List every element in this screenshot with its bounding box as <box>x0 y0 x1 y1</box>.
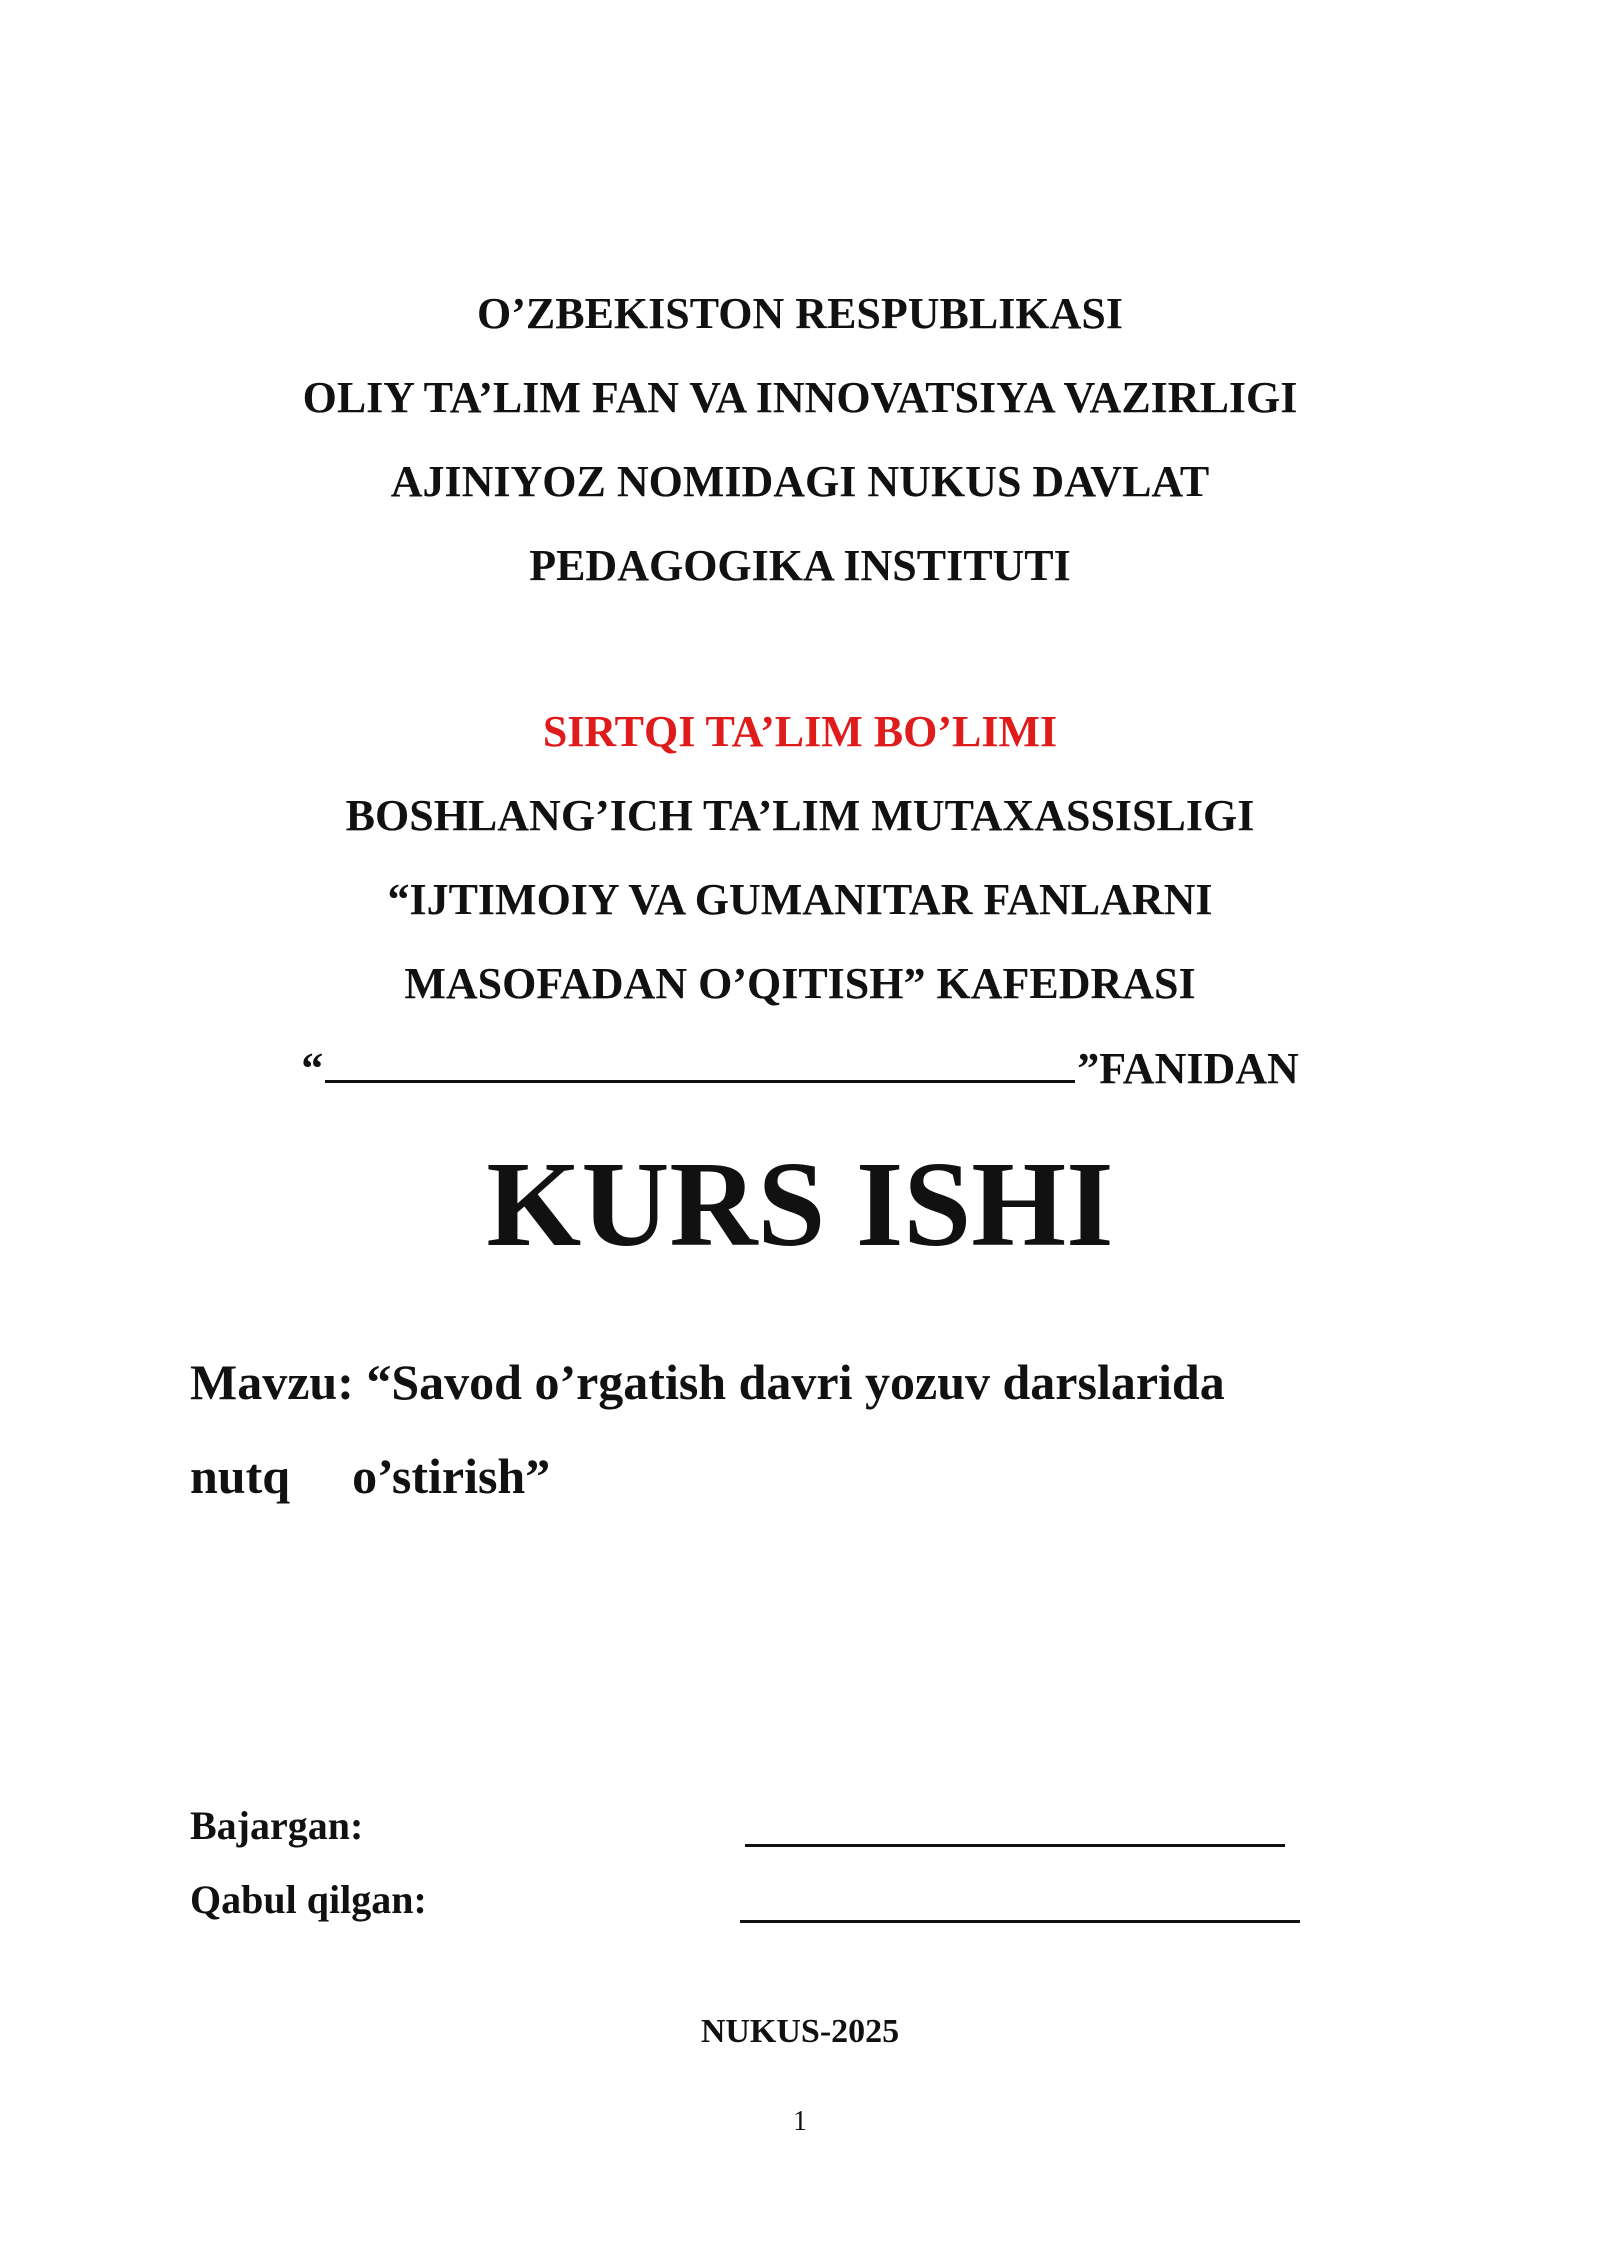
subject-open-quote: “ <box>301 1044 324 1093</box>
done-by-label: Bajargan: <box>190 1803 364 1848</box>
topic-line-2 <box>190 1446 550 1506</box>
document-title: KURS ISHI <box>486 1137 1114 1272</box>
chair-heading-line-2: MASOFADAN O’QITISH” KAFEDRASI <box>404 959 1196 1008</box>
accepted-by-signature-line <box>740 1920 1300 1923</box>
city-year: NUKUS-2025 <box>700 2013 900 2050</box>
chair-heading-line-1: “IJTIMOIY VA GUMANITAR FANLARNI <box>387 875 1213 924</box>
topic-line-1: Mavzu: “Savod o’rgatish davri yozuv darslarida <box>190 1354 1225 1410</box>
topic-word-2: o’stirish” <box>352 1448 551 1504</box>
institute-heading-line-2: PEDAGOGIKA INSTITUTI <box>529 541 1071 590</box>
subject-blank-line <box>325 1042 1075 1083</box>
subject-line <box>0 1042 1600 1095</box>
page-number: 1 <box>793 2106 807 2137</box>
done-by-signature-line <box>745 1844 1285 1847</box>
subject-suffix: ”FANIDAN <box>1077 1044 1299 1093</box>
ministry-heading: OLIY TA’LIM FAN VA INNOVATSIYA VAZIRLIGI <box>302 373 1298 422</box>
specialty-heading: BOSHLANG’ICH TA’LIM MUTAXASSISLIGI <box>345 791 1255 840</box>
section-heading: SIRTQI TA’LIM BO’LIMI <box>542 707 1058 756</box>
topic-word-1: nutq <box>190 1448 291 1504</box>
institute-heading-line-1: AJINIYOZ NOMIDAGI NUKUS DAVLAT <box>390 457 1210 506</box>
country-heading: O’ZBEKISTON RESPUBLIKASI <box>477 289 1123 338</box>
accepted-by-label: Qabul qilgan: <box>190 1877 427 1922</box>
